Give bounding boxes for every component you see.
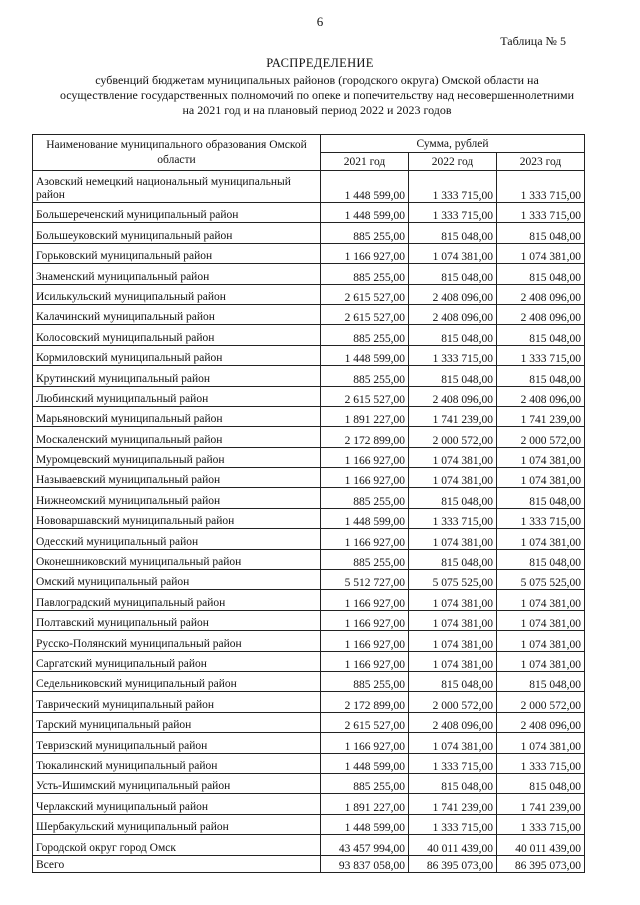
value-2021-cell: 885 255,00 — [321, 325, 409, 345]
value-2021-cell: 2 615 527,00 — [321, 284, 409, 304]
value-2023-cell: 2 000 572,00 — [497, 427, 585, 447]
value-2021-cell: 1 448 599,00 — [321, 171, 409, 203]
district-name-cell: Павлоградский муниципальный район — [33, 590, 321, 610]
value-2021-cell: 1 166 927,00 — [321, 447, 409, 467]
header-year-2023: 2023 год — [497, 153, 585, 171]
table-row — [33, 171, 585, 203]
value-2023-cell: 1 333 715,00 — [497, 345, 585, 365]
value-2023-cell: 1 333 715,00 — [497, 203, 585, 223]
value-2022-cell: 815 048,00 — [409, 366, 497, 386]
district-name-cell: Исилькульский муниципальный район — [33, 284, 321, 304]
value-2023-cell: 815 048,00 — [497, 264, 585, 284]
value-2022-cell: 86 395 073,00 — [409, 855, 497, 872]
value-2023-cell: 815 048,00 — [497, 366, 585, 386]
value-2022-cell: 815 048,00 — [409, 488, 497, 508]
table-row — [33, 835, 585, 855]
value-2022-cell: 1 333 715,00 — [409, 753, 497, 773]
value-2022-cell: 2 408 096,00 — [409, 304, 497, 324]
value-2022-cell: 815 048,00 — [409, 325, 497, 345]
value-2023-cell: 1 074 381,00 — [497, 651, 585, 671]
district-name-cell: Кормиловский муниципальный район — [33, 345, 321, 365]
header-sum: Сумма, рублей — [321, 135, 585, 153]
table-row — [33, 203, 585, 223]
district-name-cell: Москаленский муниципальный район — [33, 427, 321, 447]
district-name-cell: Усть-Ишимский муниципальный район — [33, 773, 321, 793]
value-2023-cell: 1 074 381,00 — [497, 631, 585, 651]
value-2021-cell: 2 615 527,00 — [321, 304, 409, 324]
value-2022-cell: 2 000 572,00 — [409, 692, 497, 712]
value-2021-cell: 885 255,00 — [321, 366, 409, 386]
value-2021-cell: 1 166 927,00 — [321, 529, 409, 549]
table-row — [33, 304, 585, 324]
district-name-cell: Крутинский муниципальный район — [33, 366, 321, 386]
value-2022-cell: 1 741 239,00 — [409, 794, 497, 814]
table-row — [33, 794, 585, 814]
value-2022-cell: 1 074 381,00 — [409, 651, 497, 671]
district-name-cell: Горьковский муниципальный район — [33, 243, 321, 263]
table-row — [33, 468, 585, 488]
value-2023-cell: 5 075 525,00 — [497, 570, 585, 590]
value-2021-cell: 1 166 927,00 — [321, 651, 409, 671]
value-2022-cell: 1 333 715,00 — [409, 508, 497, 528]
value-2021-cell: 1 448 599,00 — [321, 753, 409, 773]
district-name-cell: Седельниковский муниципальный район — [33, 671, 321, 691]
value-2021-cell: 1 448 599,00 — [321, 345, 409, 365]
value-2021-cell: 1 166 927,00 — [321, 468, 409, 488]
table-row — [33, 529, 585, 549]
value-2021-cell: 885 255,00 — [321, 671, 409, 691]
district-name-cell: Русско-Полянский муниципальный район — [33, 631, 321, 651]
table-row — [33, 325, 585, 345]
table-row — [33, 590, 585, 610]
value-2021-cell: 885 255,00 — [321, 264, 409, 284]
district-name-cell: Называевский муниципальный район — [33, 468, 321, 488]
value-2023-cell: 1 074 381,00 — [497, 733, 585, 753]
district-name-cell: Полтавский муниципальный район — [33, 610, 321, 630]
value-2023-cell: 1 333 715,00 — [497, 171, 585, 203]
value-2023-cell: 1 074 381,00 — [497, 590, 585, 610]
value-2023-cell: 1 074 381,00 — [497, 447, 585, 467]
district-name-cell: Большеуковский муниципальный район — [33, 223, 321, 243]
value-2022-cell: 2 408 096,00 — [409, 284, 497, 304]
table-row — [33, 631, 585, 651]
table-row — [33, 549, 585, 569]
table-row — [33, 386, 585, 406]
value-2021-cell: 2 615 527,00 — [321, 712, 409, 732]
subtitle-line: субвенций бюджетам муниципальных районов (городского округа) Омской области на — [95, 73, 539, 87]
district-name-cell: Всего — [33, 855, 321, 872]
value-2022-cell: 1 333 715,00 — [409, 814, 497, 834]
value-2022-cell: 1 074 381,00 — [409, 243, 497, 263]
district-name-cell: Знаменский муниципальный район — [33, 264, 321, 284]
value-2022-cell: 1 074 381,00 — [409, 733, 497, 753]
value-2022-cell: 2 000 572,00 — [409, 427, 497, 447]
district-name-cell: Нововаршавский муниципальный район — [33, 508, 321, 528]
value-2022-cell: 2 408 096,00 — [409, 712, 497, 732]
value-2021-cell: 93 837 058,00 — [321, 855, 409, 872]
value-2023-cell: 2 408 096,00 — [497, 386, 585, 406]
value-2021-cell: 1 166 927,00 — [321, 590, 409, 610]
table-row — [33, 366, 585, 386]
value-2023-cell: 40 011 439,00 — [497, 835, 585, 855]
document-title: РАСПРЕДЕЛЕНИЕ — [266, 56, 374, 70]
value-2022-cell: 1 074 381,00 — [409, 610, 497, 630]
value-2023-cell: 86 395 073,00 — [497, 855, 585, 872]
table-row — [33, 651, 585, 671]
table-row — [33, 427, 585, 447]
distribution-table — [32, 134, 585, 873]
header-year-2021: 2021 год — [321, 153, 409, 171]
value-2022-cell: 1 074 381,00 — [409, 447, 497, 467]
value-2023-cell: 1 333 715,00 — [497, 814, 585, 834]
value-2022-cell: 1 741 239,00 — [409, 406, 497, 426]
subtitle-line: на 2021 год и на плановый период 2022 и 2023 годов — [182, 103, 452, 117]
value-2022-cell: 1 333 715,00 — [409, 171, 497, 203]
value-2022-cell: 1 074 381,00 — [409, 590, 497, 610]
value-2023-cell: 815 048,00 — [497, 325, 585, 345]
table-row — [33, 610, 585, 630]
table-row — [33, 712, 585, 732]
table-row — [33, 773, 585, 793]
value-2023-cell: 1 074 381,00 — [497, 610, 585, 630]
table-row — [33, 671, 585, 691]
value-2021-cell: 1 166 927,00 — [321, 631, 409, 651]
value-2022-cell: 815 048,00 — [409, 549, 497, 569]
table-row — [33, 345, 585, 365]
value-2023-cell: 815 048,00 — [497, 549, 585, 569]
table-row — [33, 243, 585, 263]
value-2023-cell: 815 048,00 — [497, 773, 585, 793]
value-2022-cell: 5 075 525,00 — [409, 570, 497, 590]
district-name-cell: Тарский муниципальный район — [33, 712, 321, 732]
page-number: 6 — [316, 14, 324, 29]
district-name-cell: Таврический муниципальный район — [33, 692, 321, 712]
district-name-cell: Марьяновский муниципальный район — [33, 406, 321, 426]
value-2021-cell: 2 172 899,00 — [321, 692, 409, 712]
table-label: Таблица № 5 — [500, 34, 566, 48]
table-row — [33, 264, 585, 284]
value-2021-cell: 885 255,00 — [321, 549, 409, 569]
value-2022-cell: 815 048,00 — [409, 264, 497, 284]
table-row — [33, 406, 585, 426]
district-name-cell: Городской округ город Омск — [33, 835, 321, 855]
value-2023-cell: 2 408 096,00 — [497, 712, 585, 732]
value-2023-cell: 2 000 572,00 — [497, 692, 585, 712]
value-2021-cell: 43 457 994,00 — [321, 835, 409, 855]
value-2021-cell: 5 512 727,00 — [321, 570, 409, 590]
value-2023-cell: 2 408 096,00 — [497, 304, 585, 324]
value-2021-cell: 885 255,00 — [321, 773, 409, 793]
district-name-cell: Муромцевский муниципальный район — [33, 447, 321, 467]
subtitle-line: осуществление государственных полномочий по опеке и попечительству над несовершеннолетними — [59, 88, 575, 102]
value-2022-cell: 40 011 439,00 — [409, 835, 497, 855]
value-2021-cell: 1 166 927,00 — [321, 243, 409, 263]
value-2022-cell: 1 074 381,00 — [409, 529, 497, 549]
value-2023-cell: 815 048,00 — [497, 223, 585, 243]
value-2022-cell: 1 333 715,00 — [409, 203, 497, 223]
table-row — [33, 508, 585, 528]
district-name-cell: Любинский муниципальный район — [33, 386, 321, 406]
value-2023-cell: 815 048,00 — [497, 671, 585, 691]
district-name-cell: Колосовский муниципальный район — [33, 325, 321, 345]
table-row — [33, 692, 585, 712]
value-2021-cell: 2 172 899,00 — [321, 427, 409, 447]
value-2021-cell: 2 615 527,00 — [321, 386, 409, 406]
table-row — [33, 753, 585, 773]
value-2021-cell: 885 255,00 — [321, 223, 409, 243]
district-name-cell: Тюкалинский муниципальный район — [33, 753, 321, 773]
value-2021-cell: 1 448 599,00 — [321, 508, 409, 528]
district-name-cell: Большереченский муниципальный район — [33, 203, 321, 223]
district-name-cell: Одесский муниципальный район — [33, 529, 321, 549]
value-2021-cell: 1 891 227,00 — [321, 794, 409, 814]
value-2023-cell: 1 333 715,00 — [497, 753, 585, 773]
header-year-2022: 2022 год — [409, 153, 497, 171]
district-name-cell: Черлакский муниципальный район — [33, 794, 321, 814]
district-name-cell: Азовский немецкий национальный муниципальный район — [33, 171, 321, 203]
value-2021-cell: 885 255,00 — [321, 488, 409, 508]
table-row — [33, 814, 585, 834]
table-row — [33, 733, 585, 753]
value-2023-cell: 815 048,00 — [497, 488, 585, 508]
value-2022-cell: 815 048,00 — [409, 773, 497, 793]
total-row — [33, 855, 585, 872]
district-name-cell: Омский муниципальный район — [33, 570, 321, 590]
value-2021-cell: 1 166 927,00 — [321, 733, 409, 753]
table-row — [33, 570, 585, 590]
district-name-cell: Шербакульский муниципальный район — [33, 814, 321, 834]
district-name-cell: Калачинский муниципальный район — [33, 304, 321, 324]
table-row — [33, 488, 585, 508]
district-name-cell: Тевризский муниципальный район — [33, 733, 321, 753]
value-2021-cell: 1 166 927,00 — [321, 610, 409, 630]
district-name-cell: Оконешниковский муниципальный район — [33, 549, 321, 569]
value-2022-cell: 1 333 715,00 — [409, 345, 497, 365]
value-2023-cell: 1 741 239,00 — [497, 794, 585, 814]
value-2021-cell: 1 448 599,00 — [321, 814, 409, 834]
value-2023-cell: 1 741 239,00 — [497, 406, 585, 426]
district-name-cell: Нижнеомский муниципальный район — [33, 488, 321, 508]
table-row — [33, 223, 585, 243]
value-2022-cell: 1 074 381,00 — [409, 631, 497, 651]
value-2021-cell: 1 448 599,00 — [321, 203, 409, 223]
value-2023-cell: 1 074 381,00 — [497, 468, 585, 488]
value-2023-cell: 2 408 096,00 — [497, 284, 585, 304]
value-2023-cell: 1 074 381,00 — [497, 529, 585, 549]
value-2023-cell: 1 333 715,00 — [497, 508, 585, 528]
district-name-cell: Саргатский муниципальный район — [33, 651, 321, 671]
table-row — [33, 284, 585, 304]
value-2021-cell: 1 891 227,00 — [321, 406, 409, 426]
value-2022-cell: 2 408 096,00 — [409, 386, 497, 406]
value-2022-cell: 1 074 381,00 — [409, 468, 497, 488]
value-2023-cell: 1 074 381,00 — [497, 243, 585, 263]
table-row — [33, 447, 585, 467]
value-2022-cell: 815 048,00 — [409, 671, 497, 691]
header-name: Наименование муниципального образования Омской области — [33, 135, 321, 171]
document-subtitle — [34, 73, 600, 118]
value-2022-cell: 815 048,00 — [409, 223, 497, 243]
